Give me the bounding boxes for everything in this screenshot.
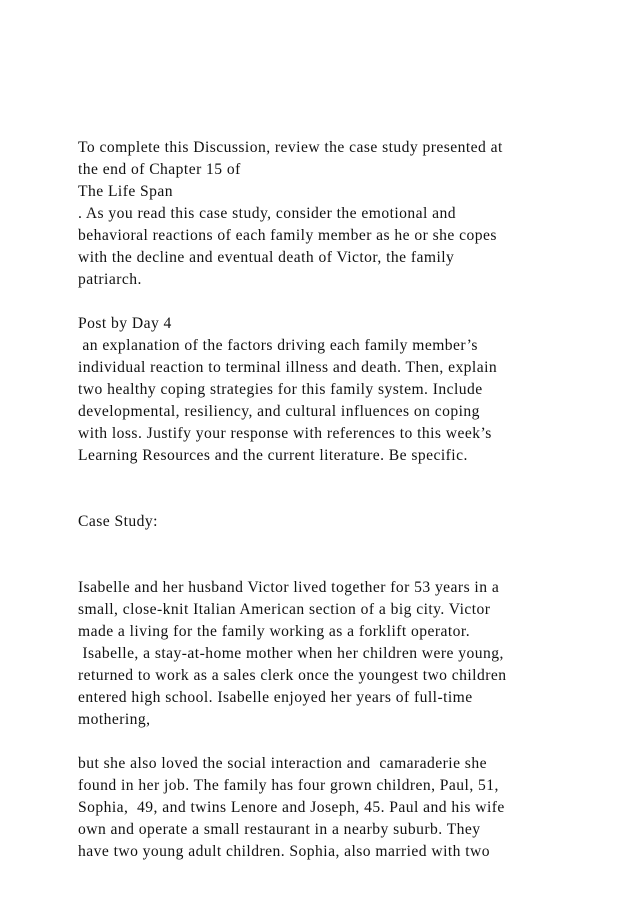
text-line: mothering, [78,711,151,728]
text-line: entered high school. Isabelle enjoyed her years of full-time [78,689,473,706]
text-line: The Life Span [78,183,174,200]
text-line: have two young adult children. Sophia, also married with two [78,843,491,860]
text-line: an explanation of the factors driving each family member’s [78,337,478,354]
text-line: individual reaction to terminal illness and death. Then, explain [78,359,498,376]
text-line: Sophia, 49, and twins Lenore and Joseph, 45. Paul and his wife [78,799,505,816]
text-line: own and operate a small restaurant in a nearby suburb. They [78,821,481,838]
text-line: but she also loved the social interaction and camaraderie she [78,755,487,772]
text-line: made a living for the family working as a forklift operator. [78,623,471,640]
blank-line [78,489,618,511]
text-line: . As you read this case study, consider the emotional and [78,205,457,222]
blank-line [78,533,618,555]
text-line: the end of Chapter 15 of [78,161,241,178]
text-line: Learning Resources and the current literature. Be specific. [78,447,468,464]
text-line: with loss. Justify your response with references to this week’s [78,425,492,442]
blank-line [78,467,618,489]
document-body-text [78,137,618,863]
text-line: patriarch. [78,271,142,288]
text-line: returned to work as a sales clerk once the youngest two children [78,667,507,684]
text-line: small, close-knit Italian American section of a big city. Victor [78,601,491,618]
text-line: Post by Day 4 [78,315,172,332]
text-line: Isabelle, a stay-at-home mother when her children were young, [78,645,504,662]
text-line: with the decline and eventual death of Victor, the family [78,249,455,266]
blank-line [78,731,618,753]
text-line: developmental, resiliency, and cultural influences on coping [78,403,480,420]
text-line: two healthy coping strategies for this family system. Include [78,381,483,398]
text-line: behavioral reactions of each family member as he or she copes [78,227,497,244]
text-line: found in her job. The family has four grown children, Paul, 51, [78,777,499,794]
text-line: To complete this Discussion, review the case study presented at [78,139,503,156]
text-line: Isabelle and her husband Victor lived together for 53 years in a [78,579,500,596]
blank-line [78,555,618,577]
blank-line [78,291,618,313]
text-line: Case Study: [78,513,158,530]
